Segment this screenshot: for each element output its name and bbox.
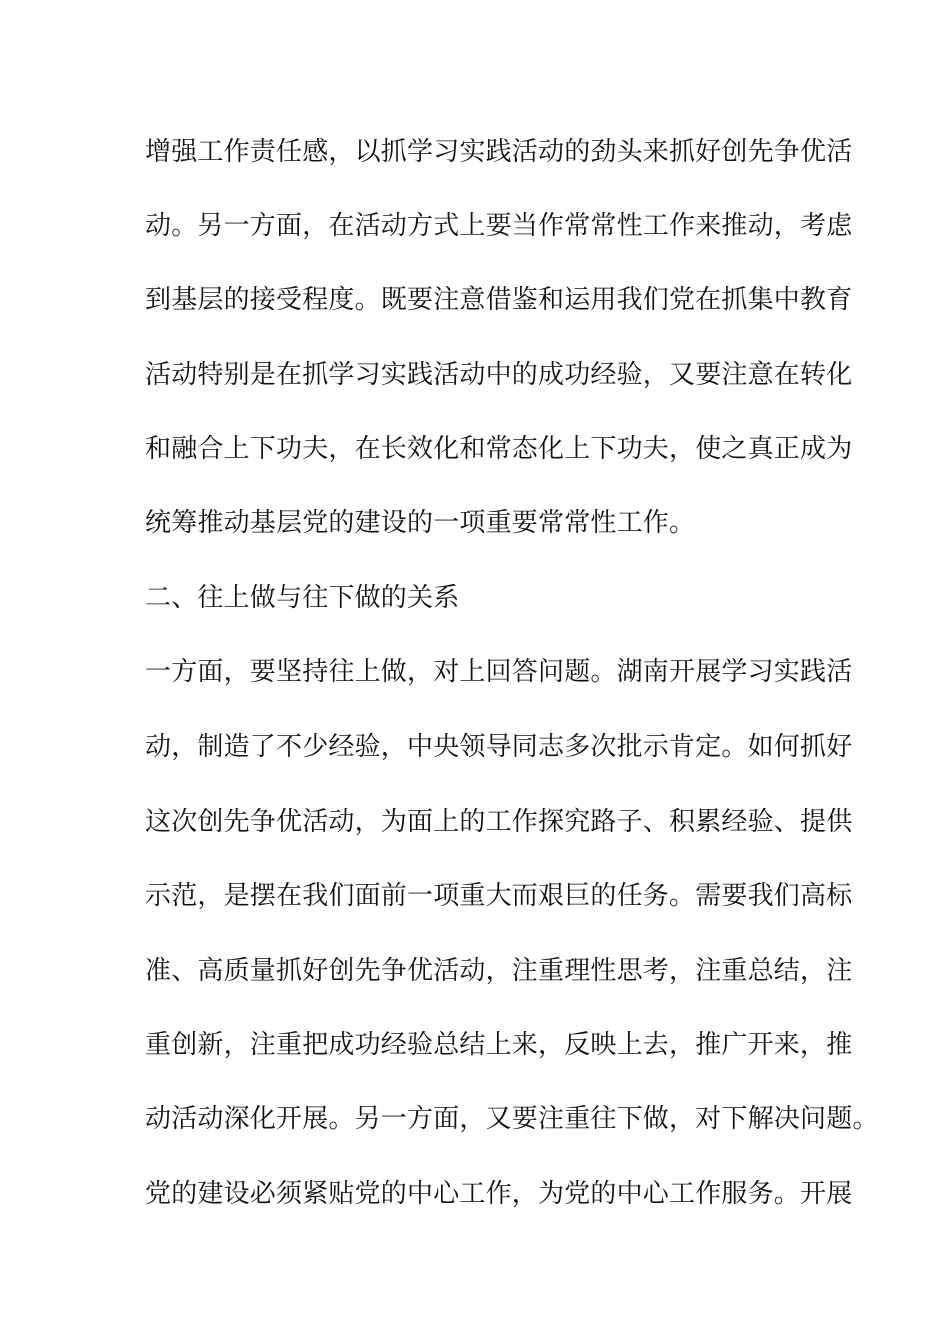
section-heading: 二、往上做与往下做的关系 xyxy=(145,583,460,613)
paragraph-line: 和融合上下功夫，在长效化和常态化上下功夫，使之真正成为 xyxy=(145,434,853,464)
paragraph-line: 重创新，注重把成功经验总结上来，反映上去，推广开来，推 xyxy=(145,1030,853,1060)
paragraph-line: 这次创先争优活动，为面上的工作探究路子、积累经验、提供 xyxy=(145,807,853,837)
paragraph-line: 示范，是摆在我们面前一项重大而艰巨的任务。需要我们高标 xyxy=(145,881,853,911)
paragraph-line: 统筹推动基层党的建设的一项重要常常性工作。 xyxy=(145,508,696,538)
paragraph-line: 动，制造了不少经验，中央领导同志多次批示肯定。如何抓好 xyxy=(145,732,853,762)
paragraph-line: 准、高质量抓好创先争优活动，注重理性思考，注重总结，注 xyxy=(145,956,853,986)
paragraph-line: 动。另一方面，在活动方式上要当作常常性工作来推动，考虑 xyxy=(145,211,853,241)
paragraph-line: 活动特别是在抓学习实践活动中的成功经验，又要注意在转化 xyxy=(145,360,853,390)
paragraph-line: 一方面，要坚持往上做，对上回答问题。湖南开展学习实践活 xyxy=(145,657,853,687)
paragraph-line: 党的建设必须紧贴党的中心工作，为党的中心工作服务。开展 xyxy=(145,1179,853,1209)
paragraph-line: 动活动深化开展。另一方面，又要注重往下做，对下解决问题。 xyxy=(145,1104,879,1134)
paragraph-line: 到基层的接受程度。既要注意借鉴和运用我们党在抓集中教育 xyxy=(145,285,853,315)
paragraph-line: 增强工作责任感，以抓学习实践活动的劲头来抓好创先争优活 xyxy=(145,137,853,167)
